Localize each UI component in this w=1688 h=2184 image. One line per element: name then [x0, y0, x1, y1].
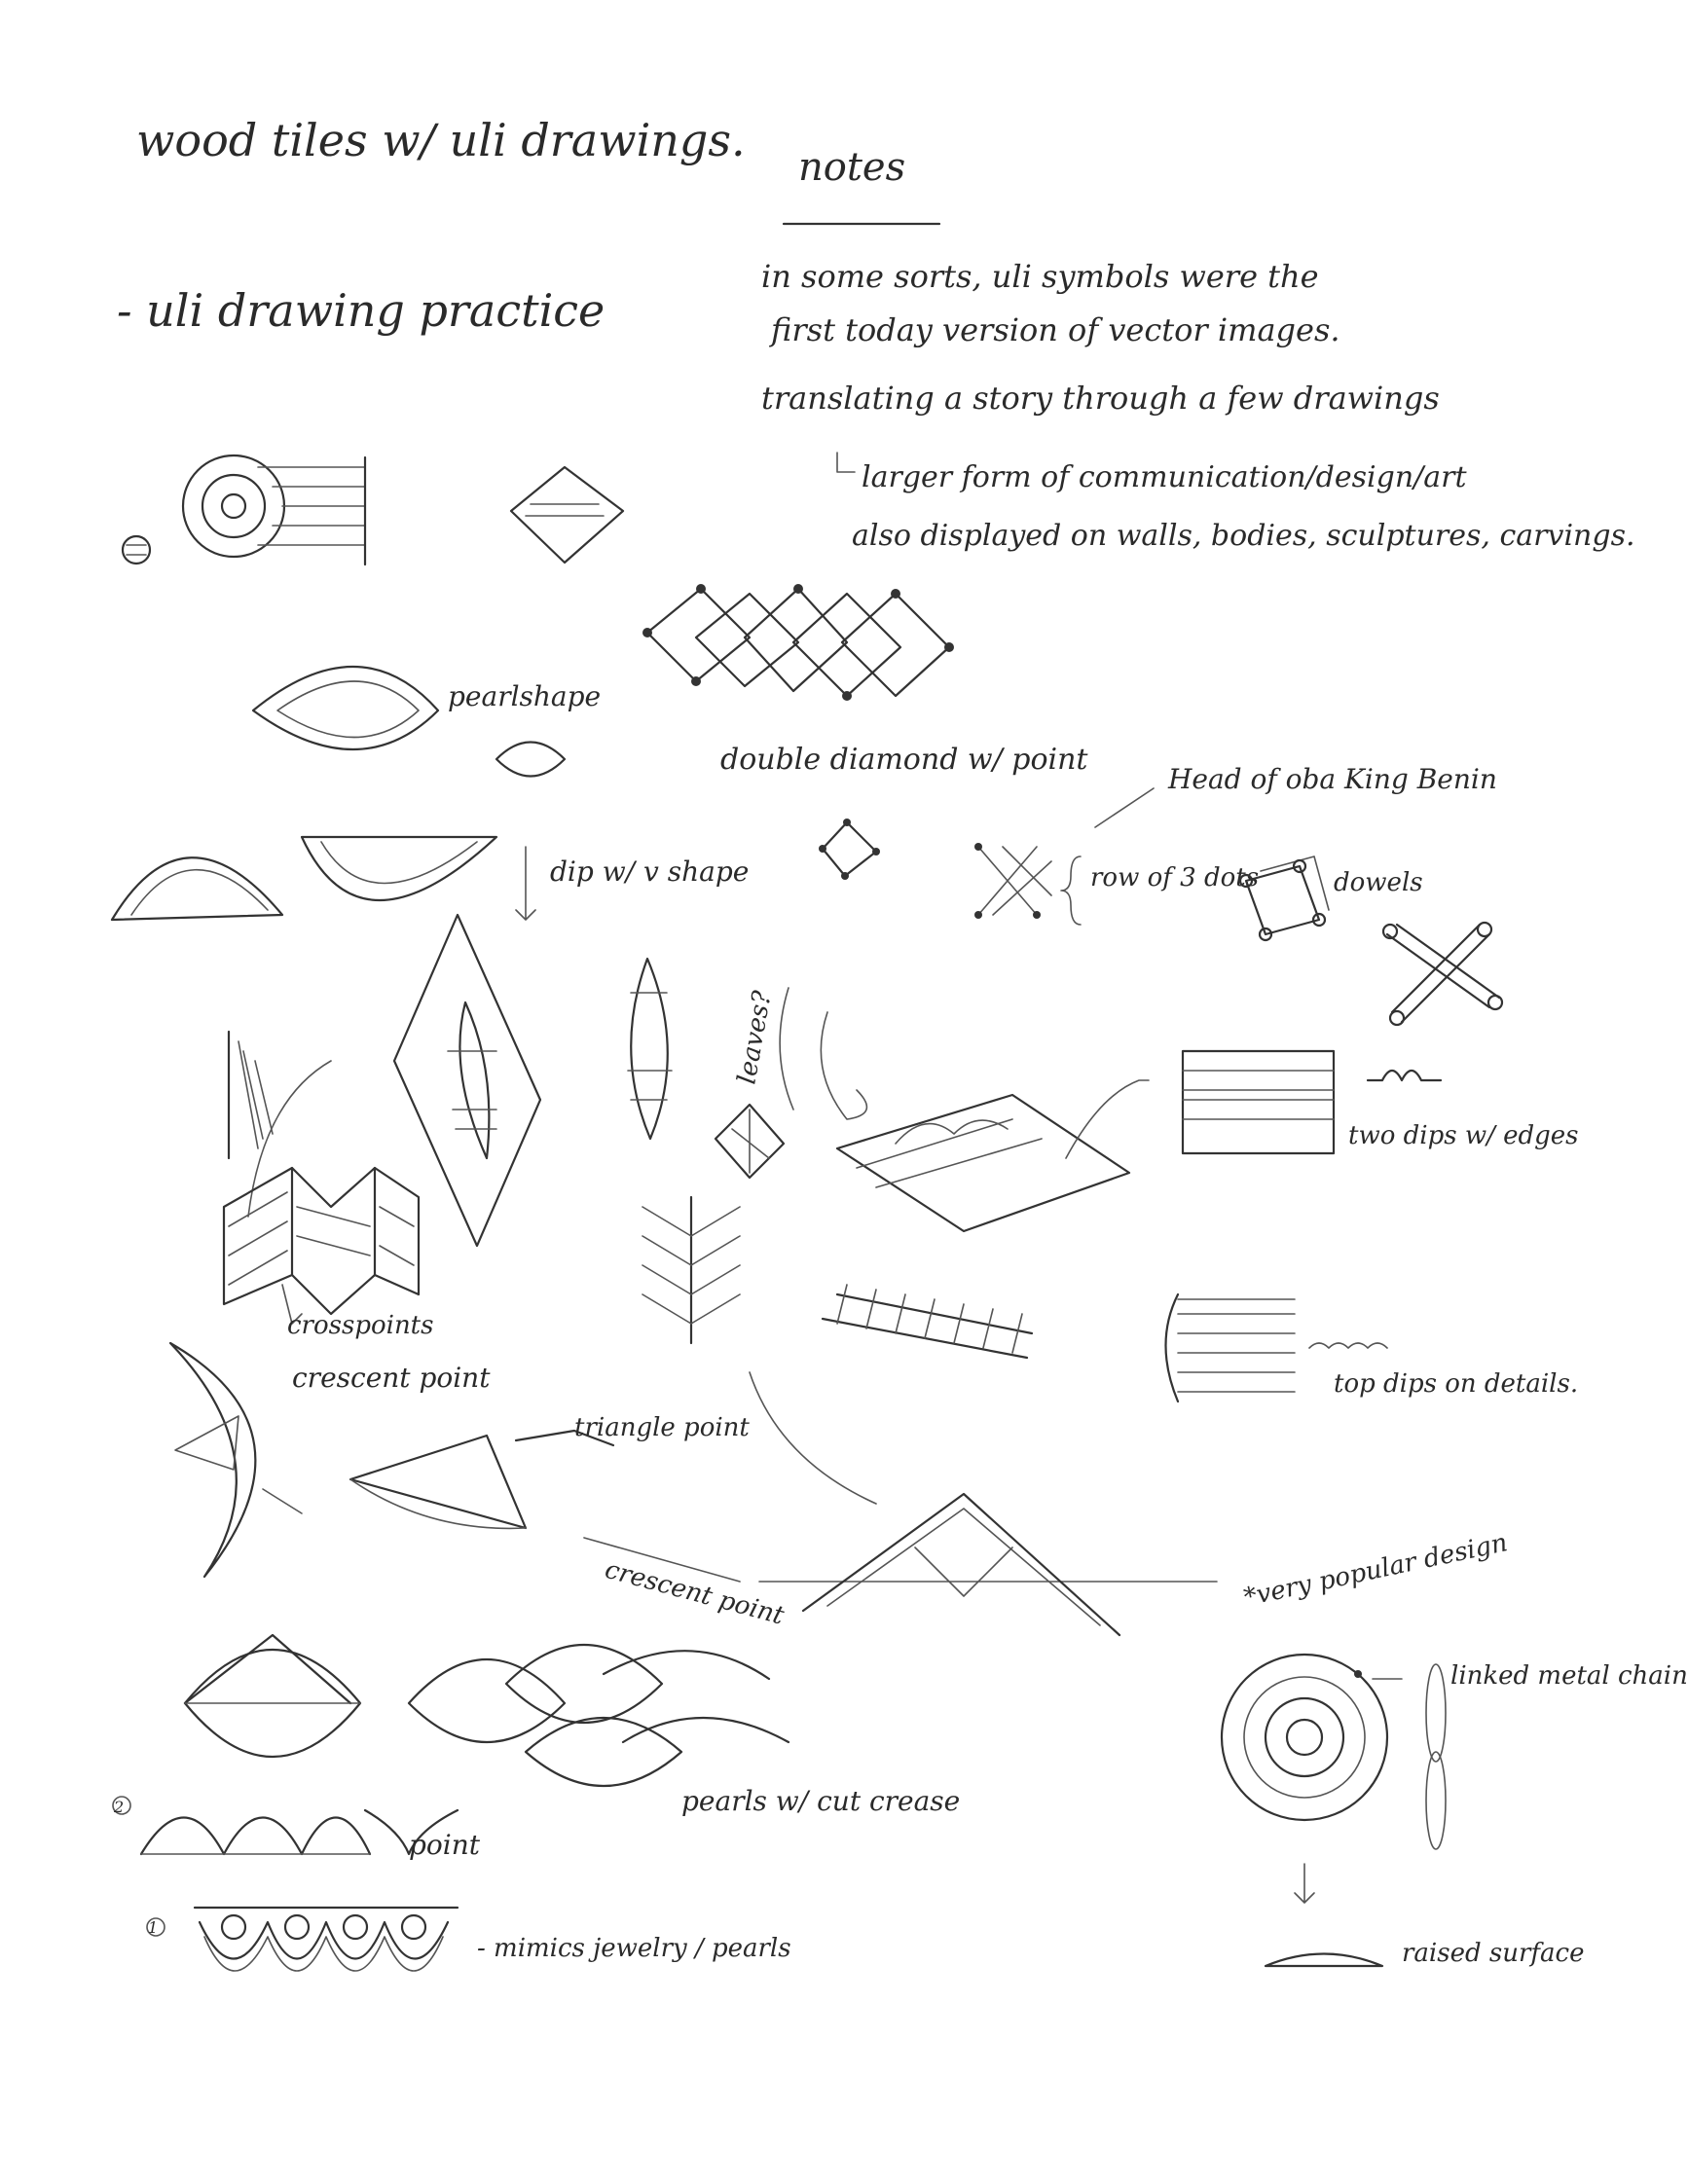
row-of-dots-lattice: [974, 843, 1051, 919]
page-title: wood tiles w/ uli drawings.: [136, 114, 746, 166]
leaf-strokes: [780, 988, 866, 1119]
label-leaves: leaves?: [732, 988, 778, 1087]
label-triangle-point: triangle point: [574, 1413, 750, 1442]
label-num-2: 2: [114, 1798, 125, 1816]
diamond-sketch: [511, 467, 623, 563]
label-crosspoints: crosspoints: [287, 1311, 434, 1340]
notes-arrow: [837, 453, 855, 472]
notes-line-2: first today version of vector images.: [771, 311, 1340, 348]
concentric-lines-sketch: [123, 455, 365, 564]
notes-line-4: larger form of communication/design/art: [862, 460, 1467, 494]
label-crescent-point-2: crescent point: [602, 1554, 788, 1631]
label-double-diamond: double diamond w/ point: [720, 743, 1088, 777]
triangle-point-sketch: [350, 1431, 613, 1528]
label-dip-v-shape: dip w/ v shape: [550, 855, 750, 888]
raised-arrow: [1295, 1864, 1314, 1903]
notes-heading: notes: [798, 145, 906, 190]
label-dowels: dowels: [1334, 868, 1423, 897]
label-raised-surface: raised surface: [1402, 1939, 1585, 1968]
arches-row-sketch: [113, 1797, 458, 1854]
label-point: point: [409, 1829, 481, 1861]
dome-sketch: [112, 837, 496, 920]
concentric-disc-sketch: [1222, 1655, 1387, 1820]
page-subtitle: - uli drawing practice: [117, 284, 605, 337]
double-diamond-lattice: [642, 584, 954, 701]
raised-surface-sketch: [1266, 1954, 1382, 1967]
leaf-oval-sketch: [628, 959, 672, 1139]
two-dips-slab-sketch: [837, 1080, 1149, 1231]
pearl-drapes-sketch: [147, 1908, 458, 1971]
label-num-1: 1: [148, 1918, 159, 1937]
label-pearl-shape: pearlshape: [448, 680, 602, 712]
pearls-crease-sketch: [185, 1635, 789, 1786]
notes-line-1: in some sorts, uli symbols were the: [761, 258, 1319, 295]
label-top-dips: top dips on details.: [1334, 1369, 1579, 1399]
label-linked-chain: linked metal chain: [1450, 1661, 1688, 1691]
label-pearls-crease: pearls w/ cut crease: [681, 1785, 961, 1817]
dip-arrow: [516, 847, 535, 920]
notes-line-5: also displayed on walls, bodies, sculptures, carvings.: [852, 519, 1635, 553]
chevron-feather-sketch: [642, 1197, 740, 1343]
hatched-diamond-sketch: [716, 1105, 784, 1178]
brace: [1061, 856, 1081, 925]
roof-triangle-sketch: [750, 1372, 1217, 1635]
notes-line-3: translating a story through a few drawings: [761, 380, 1440, 417]
crosspoints-sketch: [224, 1032, 419, 1324]
rolled-slab-sketch: [823, 1285, 1032, 1358]
crescent-point-sketch: [170, 1343, 302, 1577]
label-crescent-point: crescent point: [292, 1362, 491, 1394]
label-head-of-oba: Head of oba King Benin: [1168, 763, 1497, 795]
label-row-of-dots: row of 3 dots: [1090, 863, 1260, 892]
oba-pointer-line: [1095, 788, 1154, 827]
label-two-dips: two dips w/ edges: [1348, 1121, 1579, 1150]
dowel-cross-sketch: [1383, 923, 1502, 1025]
linked-chain-sketch: [1426, 1664, 1446, 1849]
label-very-popular: *very popular design: [1241, 1528, 1511, 1613]
label-mimics-pearls: - mimics jewelry / pearls: [477, 1934, 791, 1963]
small-diamond-sketch: [819, 819, 880, 880]
